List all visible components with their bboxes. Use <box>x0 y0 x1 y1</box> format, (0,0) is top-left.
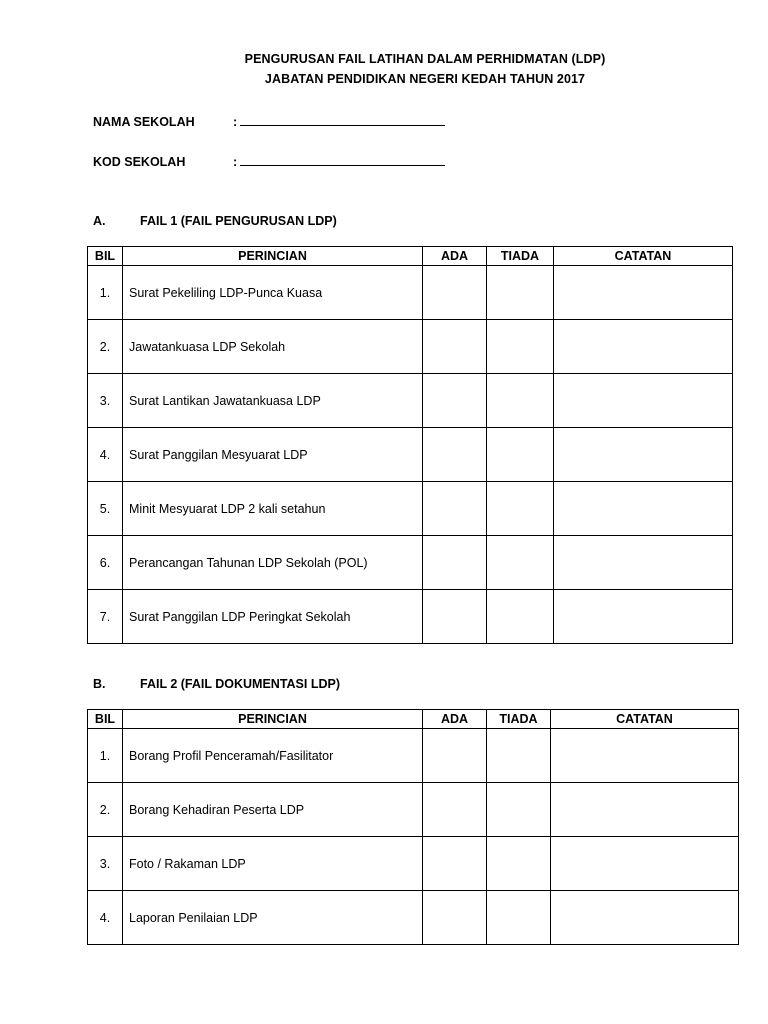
row-number: 4. <box>88 891 123 945</box>
column-header-catatan: CATATAN <box>551 710 739 729</box>
ada-cell[interactable] <box>423 837 487 891</box>
table-row <box>88 374 733 428</box>
row-description: Perancangan Tahunan LDP Sekolah (POL) <box>123 536 423 590</box>
ada-cell[interactable] <box>423 374 487 428</box>
row-description: Surat Pekeliling LDP-Punca Kuasa <box>123 266 423 320</box>
kod-sekolah-blank[interactable] <box>240 153 445 166</box>
section-letter: A. <box>93 214 106 228</box>
colon: : <box>233 115 238 129</box>
nama-sekolah-blank[interactable] <box>240 113 445 126</box>
row-description: Borang Profil Penceramah/Fasilitator <box>123 729 423 783</box>
catatan-cell[interactable] <box>554 536 733 590</box>
nama-sekolah-field <box>93 113 445 129</box>
kod-sekolah-label: KOD SEKOLAH <box>93 155 186 169</box>
ada-cell[interactable] <box>423 428 487 482</box>
catatan-cell[interactable] <box>551 729 739 783</box>
kod-sekolah-field <box>93 153 445 169</box>
row-description: Jawatankuasa LDP Sekolah <box>123 320 423 374</box>
column-header-tiada: TIADA <box>487 710 551 729</box>
ada-cell[interactable] <box>423 783 487 837</box>
table-row <box>88 320 733 374</box>
table-row <box>88 482 733 536</box>
ada-cell[interactable] <box>423 590 487 644</box>
catatan-cell[interactable] <box>551 837 739 891</box>
catatan-cell[interactable] <box>554 482 733 536</box>
column-header-ada: ADA <box>423 247 487 266</box>
table-row <box>88 837 739 891</box>
column-header-bil: BIL <box>88 247 123 266</box>
document-subtitle: JABATAN PENDIDIKAN NEGERI KEDAH TAHUN 2017 <box>264 72 586 86</box>
table-header-row <box>88 710 739 729</box>
catatan-cell[interactable] <box>554 320 733 374</box>
catatan-cell[interactable] <box>554 590 733 644</box>
nama-sekolah-label: NAMA SEKOLAH <box>93 115 195 129</box>
ada-cell[interactable] <box>423 729 487 783</box>
row-description: Foto / Rakaman LDP <box>123 837 423 891</box>
column-header-tiada: TIADA <box>487 247 554 266</box>
section-b-heading <box>93 677 340 691</box>
tiada-cell[interactable] <box>487 320 554 374</box>
row-description: Surat Lantikan Jawatankuasa LDP <box>123 374 423 428</box>
table-row <box>88 729 739 783</box>
section-b-table <box>87 709 739 945</box>
ada-cell[interactable] <box>423 891 487 945</box>
column-header-perincian: PERINCIAN <box>123 710 423 729</box>
tiada-cell[interactable] <box>487 536 554 590</box>
table-row <box>88 428 733 482</box>
section-title: FAIL 1 (FAIL PENGURUSAN LDP) <box>140 214 337 228</box>
column-header-perincian: PERINCIAN <box>123 247 423 266</box>
row-description: Laporan Penilaian LDP <box>123 891 423 945</box>
row-description: Surat Panggilan Mesyuarat LDP <box>123 428 423 482</box>
row-number: 3. <box>88 374 123 428</box>
table-header-row <box>88 247 733 266</box>
document-title: PENGURUSAN FAIL LATIHAN DALAM PERHIDMATAN (LDP) <box>244 52 606 66</box>
tiada-cell[interactable] <box>487 783 551 837</box>
tiada-cell[interactable] <box>487 891 551 945</box>
column-header-ada: ADA <box>423 710 487 729</box>
section-letter: B. <box>93 677 106 691</box>
row-number: 6. <box>88 536 123 590</box>
section-a-heading <box>93 214 337 228</box>
ada-cell[interactable] <box>423 266 487 320</box>
catatan-cell[interactable] <box>554 374 733 428</box>
catatan-cell[interactable] <box>554 428 733 482</box>
tiada-cell[interactable] <box>487 837 551 891</box>
section-title: FAIL 2 (FAIL DOKUMENTASI LDP) <box>140 677 341 691</box>
row-number: 2. <box>88 783 123 837</box>
section-a-table <box>87 246 733 644</box>
tiada-cell[interactable] <box>487 428 554 482</box>
tiada-cell[interactable] <box>487 729 551 783</box>
row-number: 3. <box>88 837 123 891</box>
row-number: 7. <box>88 590 123 644</box>
tiada-cell[interactable] <box>487 590 554 644</box>
table-row <box>88 783 739 837</box>
table-row <box>88 590 733 644</box>
column-header-catatan: CATATAN <box>554 247 733 266</box>
row-description: Minit Mesyuarat LDP 2 kali setahun <box>123 482 423 536</box>
row-number: 4. <box>88 428 123 482</box>
catatan-cell[interactable] <box>554 266 733 320</box>
row-number: 1. <box>88 266 123 320</box>
table-row <box>88 536 733 590</box>
ada-cell[interactable] <box>423 482 487 536</box>
row-description: Borang Kehadiran Peserta LDP <box>123 783 423 837</box>
tiada-cell[interactable] <box>487 482 554 536</box>
catatan-cell[interactable] <box>551 783 739 837</box>
colon: : <box>233 155 238 169</box>
catatan-cell[interactable] <box>551 891 739 945</box>
column-header-bil: BIL <box>88 710 123 729</box>
tiada-cell[interactable] <box>487 374 554 428</box>
ada-cell[interactable] <box>423 536 487 590</box>
row-number: 1. <box>88 729 123 783</box>
row-number: 2. <box>88 320 123 374</box>
row-number: 5. <box>88 482 123 536</box>
ada-cell[interactable] <box>423 320 487 374</box>
row-description: Surat Panggilan LDP Peringkat Sekolah <box>123 590 423 644</box>
table-row <box>88 891 739 945</box>
tiada-cell[interactable] <box>487 266 554 320</box>
table-row <box>88 266 733 320</box>
